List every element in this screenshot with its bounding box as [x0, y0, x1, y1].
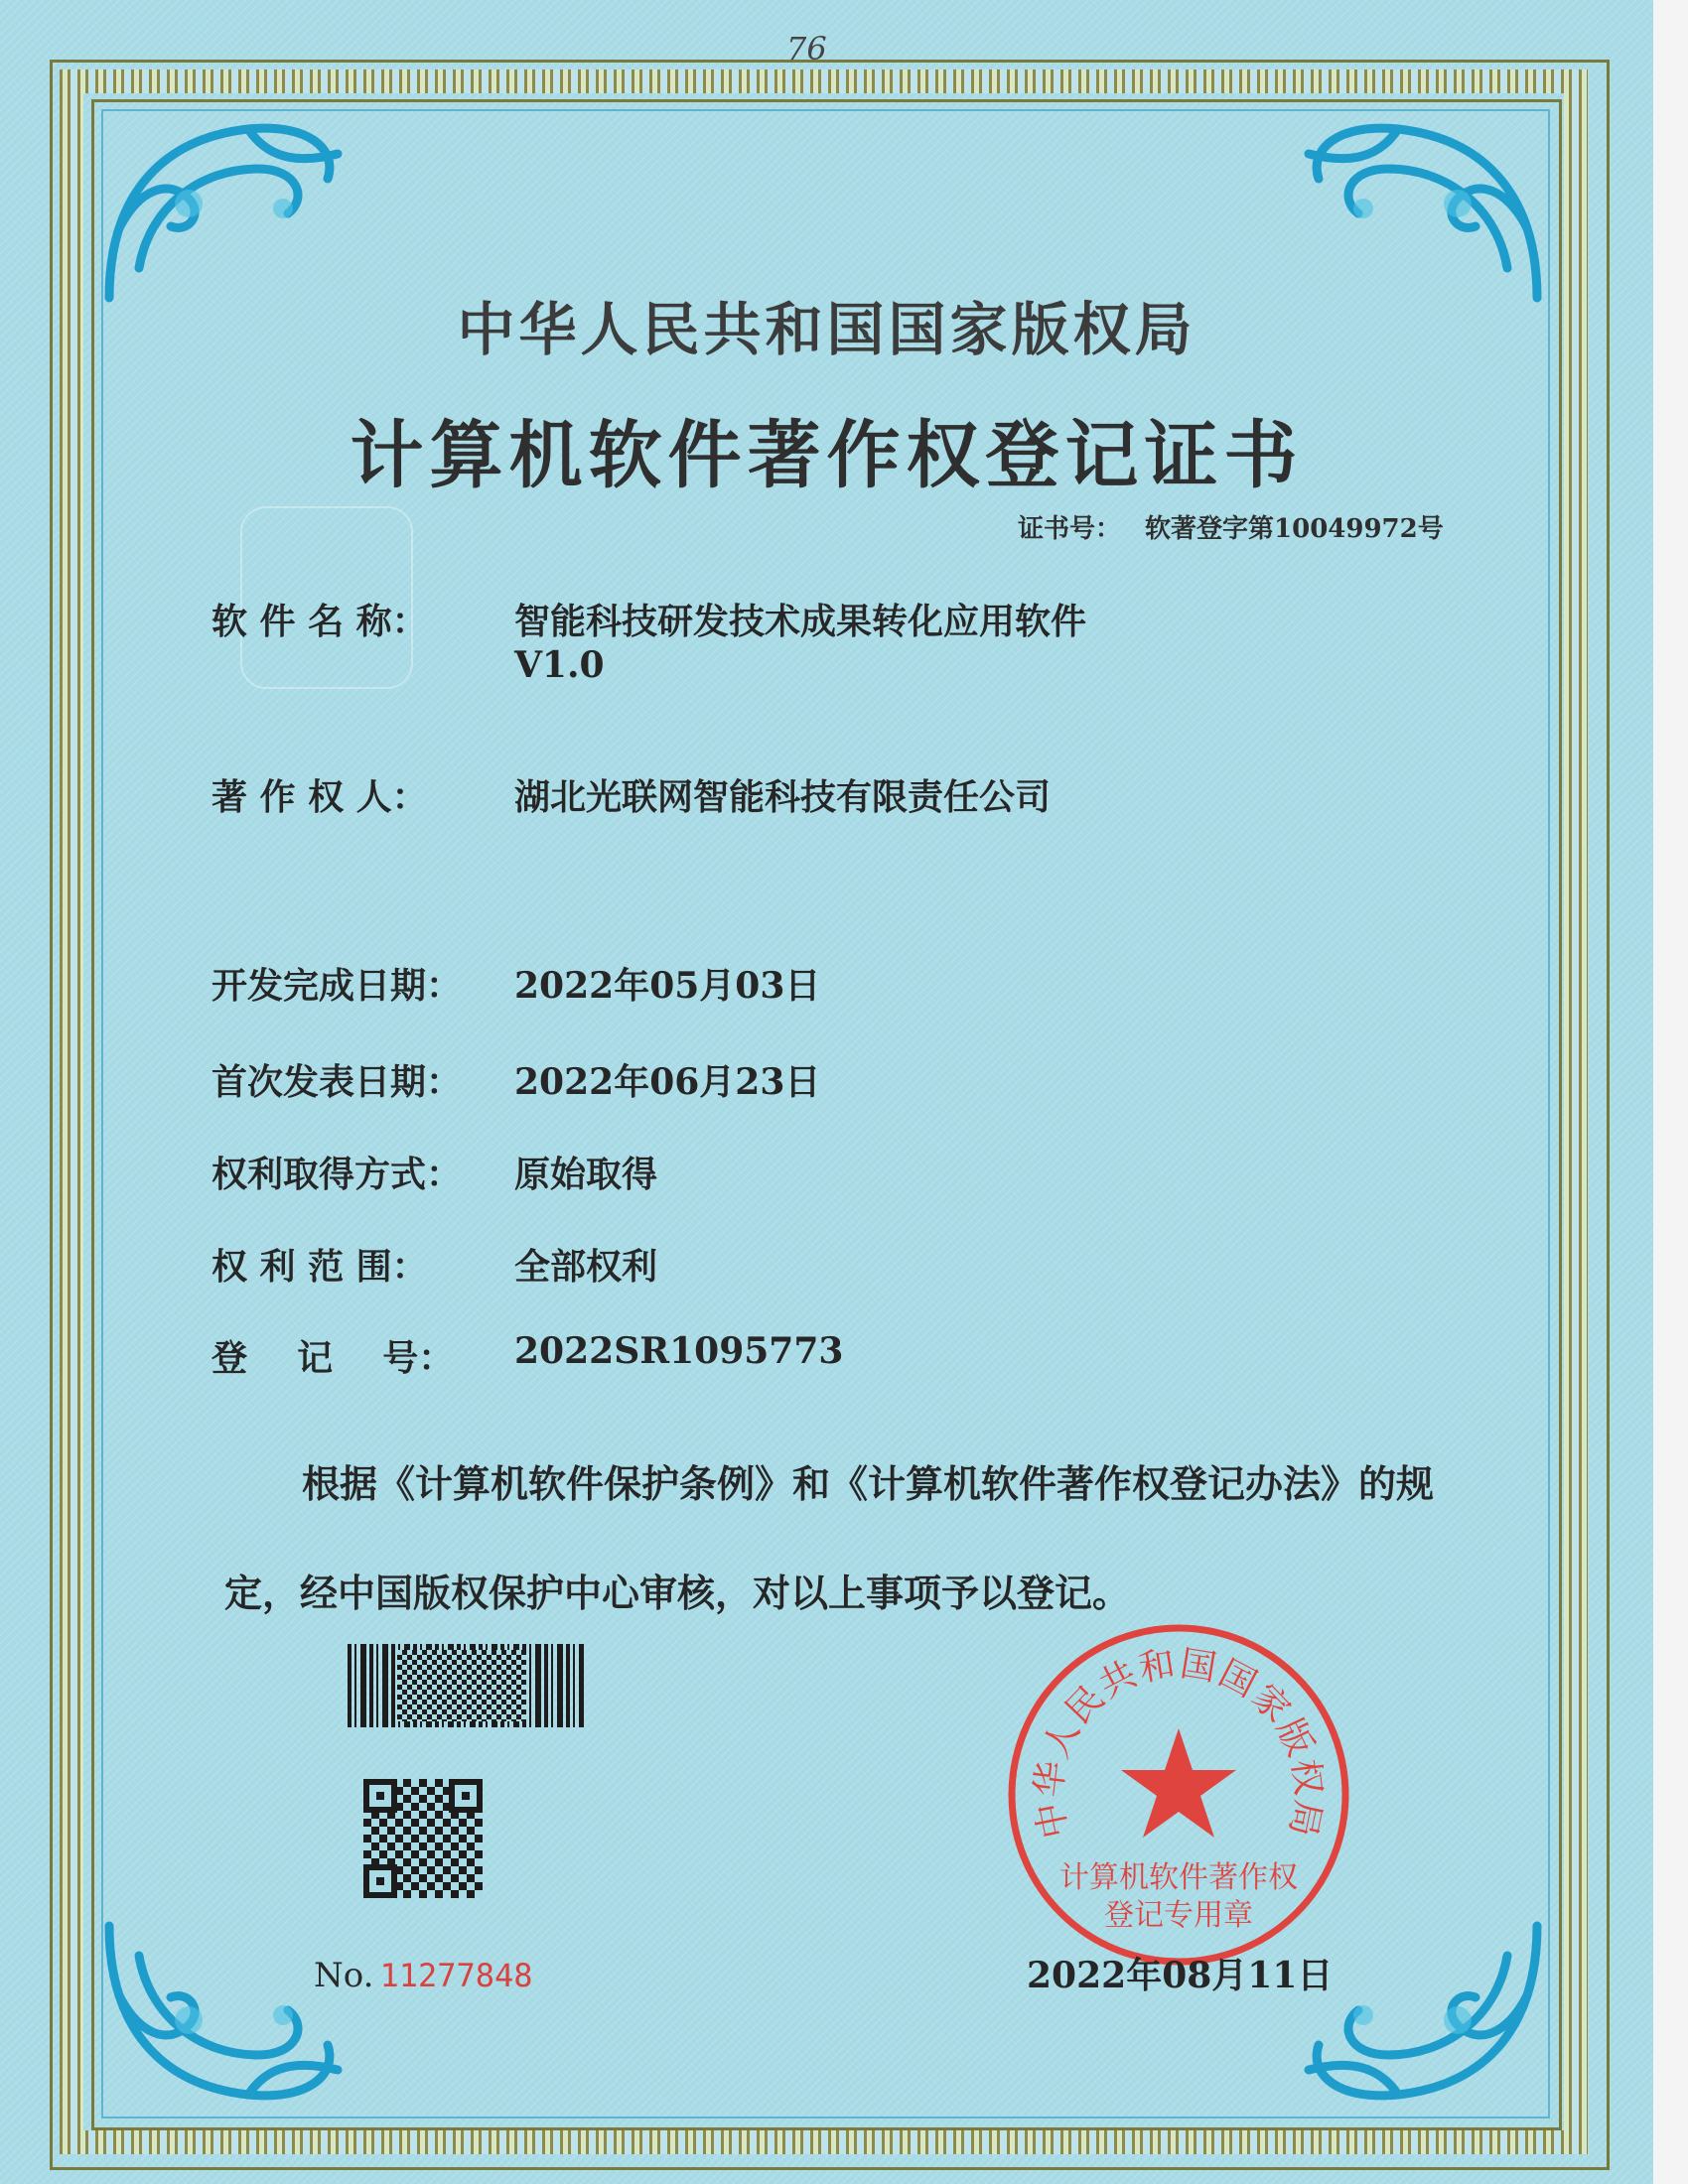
development-date-label: 开发完成日期： [211, 965, 463, 1007]
corner-ornament-top-left [99, 109, 357, 308]
corner-ornament-bottom-left [99, 1916, 357, 2115]
scan-edge [1653, 0, 1688, 2184]
first-publication-date-value: 2022年06月23日 [514, 1061, 821, 1103]
copyright-owner-value: 湖北光联网智能科技有限责任公司 [514, 776, 1052, 818]
software-name-label: 软 件 名 称： [211, 601, 428, 642]
serial-number [314, 1956, 533, 1995]
rights-scope-label: 权 利 范 围： [211, 1246, 428, 1288]
field-registration-number [211, 1330, 843, 1381]
software-name-line1: 智能科技研发技术成果转化应用软件 [514, 601, 1087, 642]
legal-basis-text: 根据《计算机软件保护条例》和《计算机软件著作权登记办法》的规定，经中国版权保护中心审核，对以上事项予以登记。 [224, 1461, 1435, 1615]
qr-finder-pattern [363, 1864, 397, 1898]
first-publication-date-label: 首次发表日期： [211, 1061, 463, 1103]
seal-inner-line1: 计算机软件著作权 [1059, 1860, 1298, 1895]
issuing-authority: 中华人民共和国国家版权局 [457, 296, 1196, 363]
seal-outer-text: 中华人民共和国国家版权局 [1028, 1643, 1330, 1843]
qr-code [363, 1779, 483, 1898]
seal-inner-line2: 登记专用章 [1104, 1898, 1253, 1933]
barcode [348, 1644, 584, 1727]
serial-prefix: No. [314, 1956, 374, 1995]
copyright-owner-label: 著 作 权 人： [211, 776, 428, 818]
field-acquisition-method [211, 1147, 657, 1197]
corner-ornament-top-right [1289, 109, 1547, 308]
registration-number-value: 2022SR1095773 [514, 1330, 844, 1372]
registration-number-label: 登 记 号： [211, 1337, 455, 1379]
barcode-2d-block [397, 1650, 526, 1721]
software-name-version: V1.0 [514, 644, 605, 686]
acquisition-method-label: 权利取得方式： [211, 1154, 463, 1195]
handwritten-mark: 76 [786, 30, 827, 68]
software-name-value [514, 594, 1086, 686]
serial-number-value: 11277848 [379, 1957, 533, 1994]
rights-scope-value: 全部权利 [514, 1246, 658, 1288]
official-seal [1005, 1621, 1352, 1969]
qr-finder-pattern [363, 1779, 397, 1813]
field-copyright-owner [211, 769, 1051, 820]
field-rights-scope [211, 1239, 657, 1290]
star-icon [1121, 1728, 1236, 1838]
certificate-number-label: 证书号： [1018, 514, 1122, 544]
development-date-value: 2022年05月03日 [514, 965, 821, 1007]
field-first-publication-date [211, 1054, 820, 1105]
field-software-name [211, 594, 1086, 686]
certificate-number-value: 软著登字第10049972号 [1145, 514, 1444, 544]
issue-date: 2022年08月11日 [1027, 1955, 1334, 1996]
qr-finder-pattern [449, 1779, 483, 1813]
field-development-date [211, 958, 820, 1009]
acquisition-method-value: 原始取得 [514, 1154, 658, 1195]
certificate-title: 计算机软件著作权登记证书 [350, 413, 1304, 498]
certificate-number [1018, 508, 1444, 545]
